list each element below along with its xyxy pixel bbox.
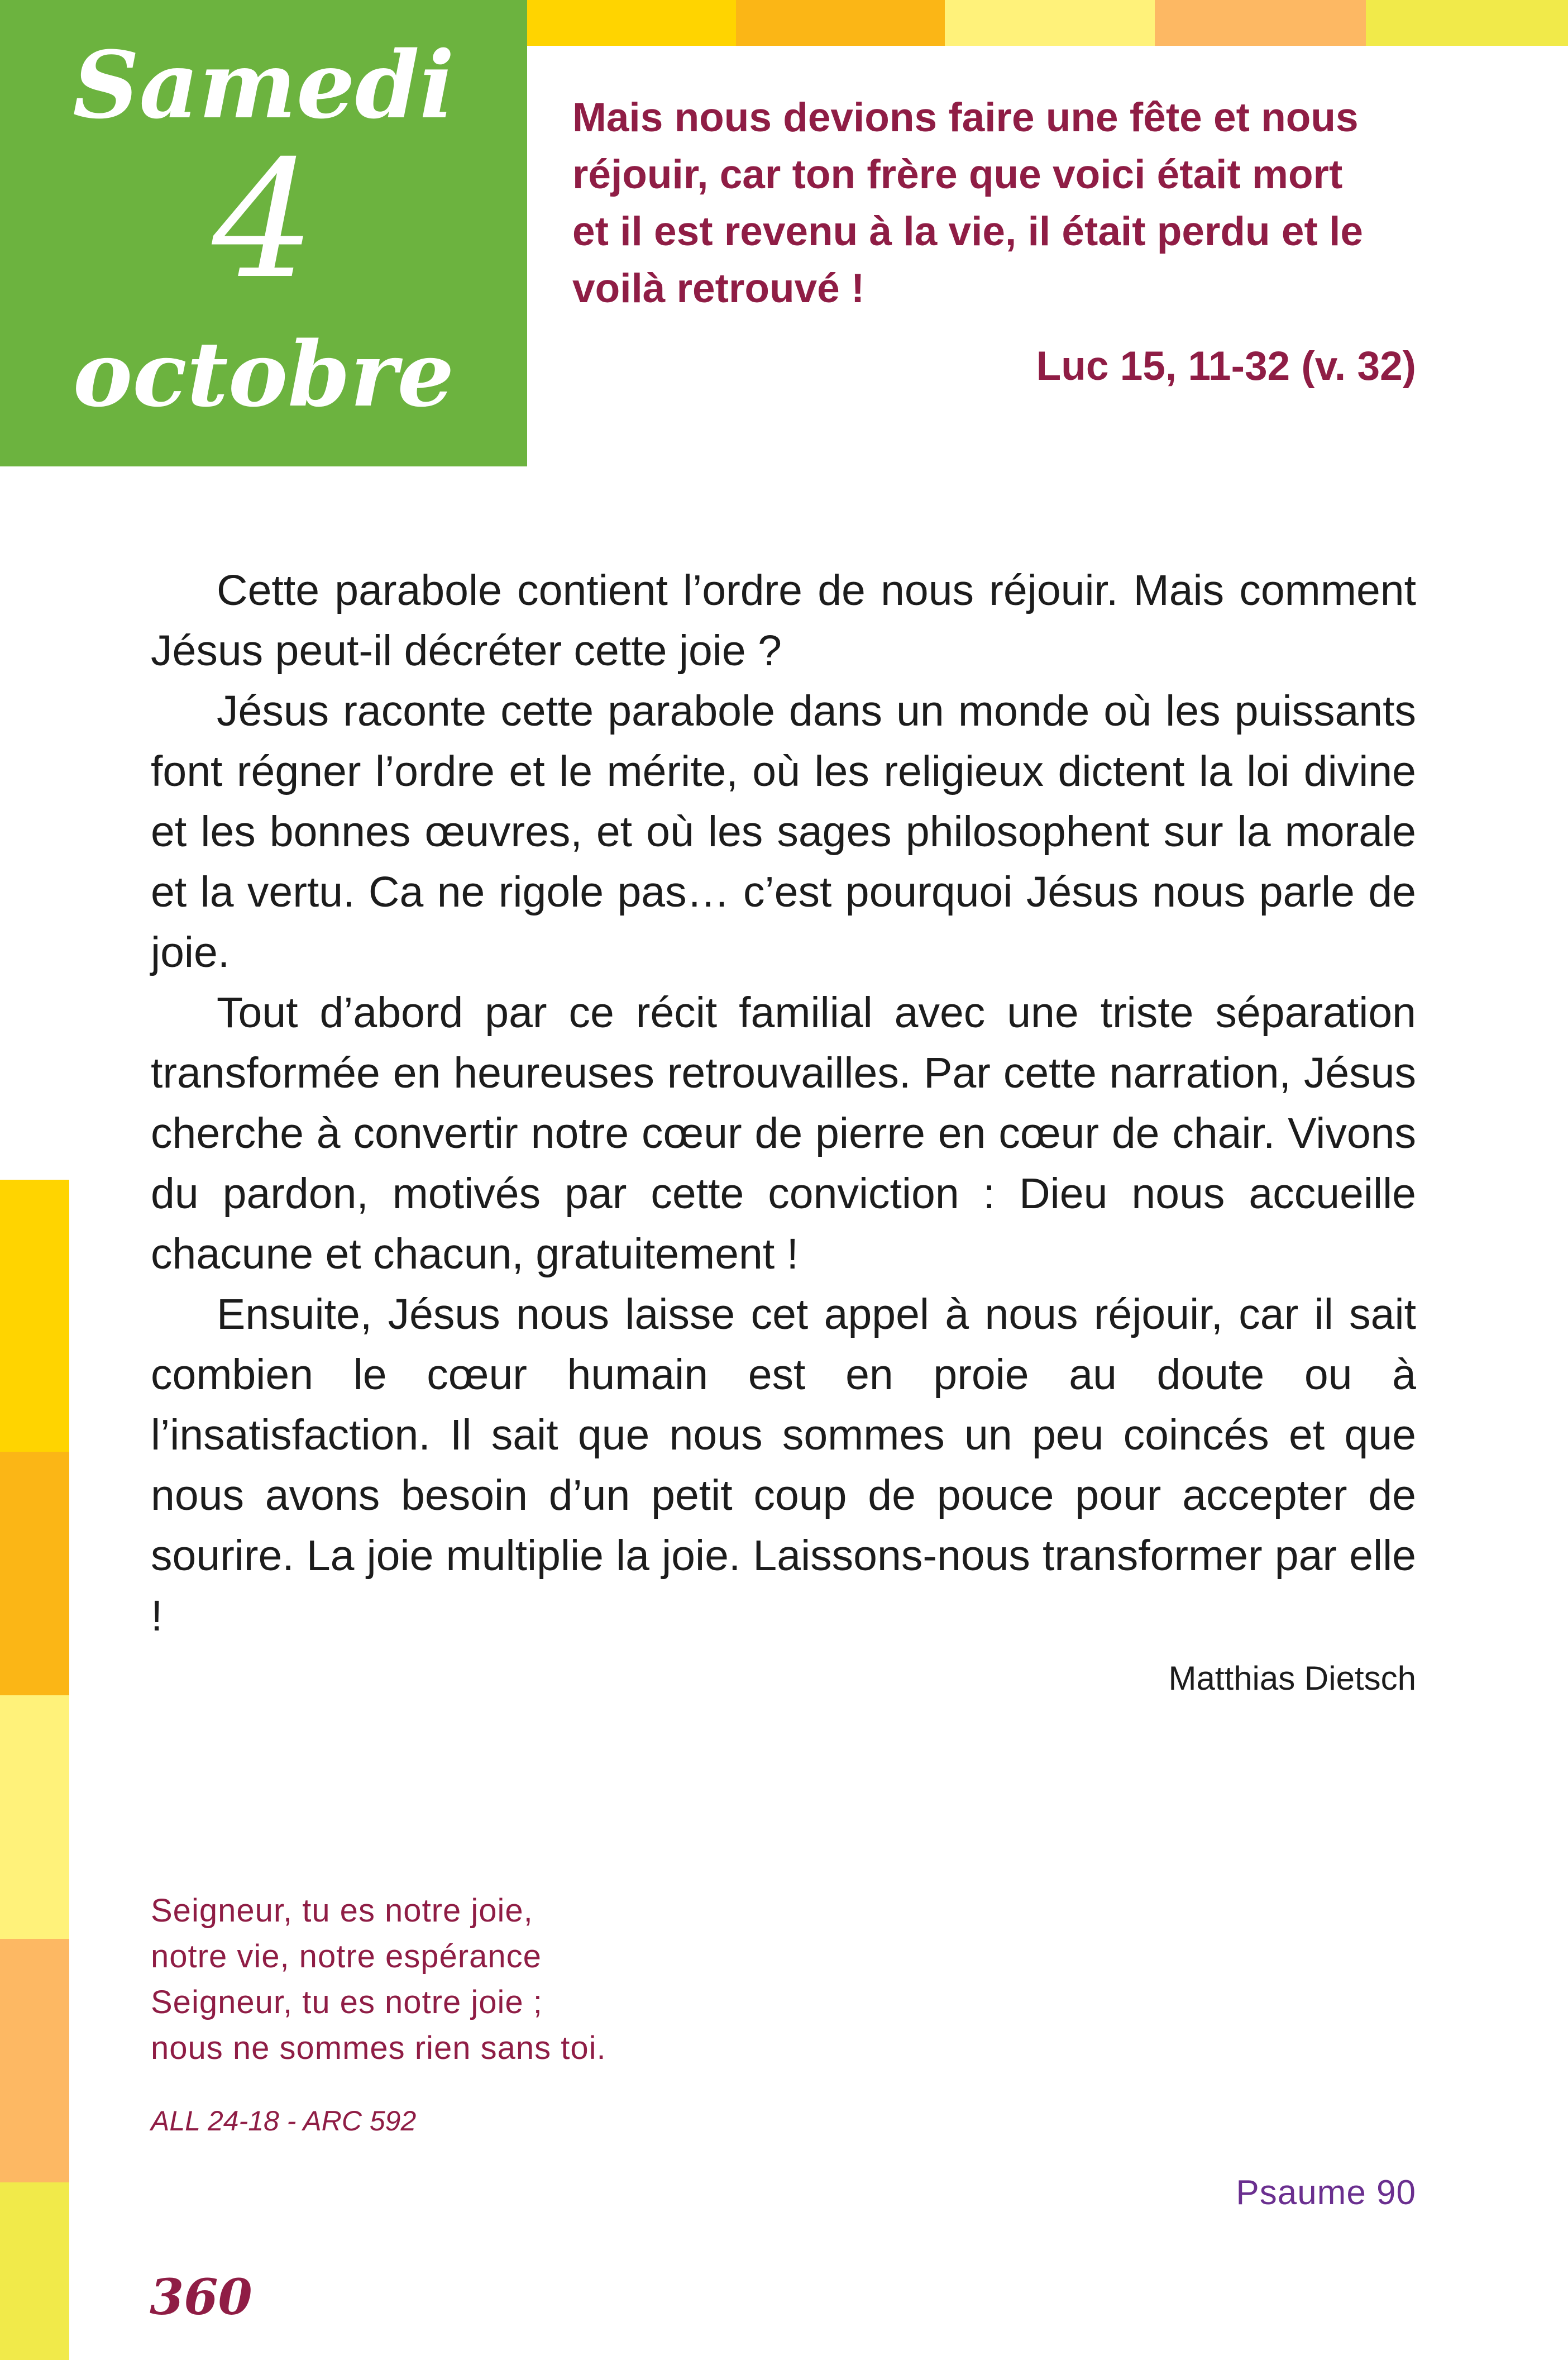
strip-segment <box>0 1180 69 1452</box>
prayer-line: Seigneur, tu es notre joie, <box>151 1892 533 1929</box>
verse-line: et il est revenu à la vie, il était perdu et le <box>572 209 1363 254</box>
verse-line: réjouir, car ton frère que voici était mort <box>572 152 1343 197</box>
meditation-paragraph: Jésus raconte cette parabole dans un monde où les puissants font régner l’ordre et le mérite, où les religieux dictent la loi divine et les bonnes œuvres, et où les sages philosophent sur la morale et la vertu. Ca ne rigole pas… c’est pourquoi Jésus nous parle de joie. <box>151 687 1416 976</box>
prayer-line: notre vie, notre espérance <box>151 1938 542 1975</box>
verse-reference: Luc 15, 11-32 (v. 32) <box>1036 344 1416 389</box>
strip-segment <box>0 1452 69 1695</box>
strip-segment <box>0 2182 69 2360</box>
strip-segment <box>945 0 1155 46</box>
meditation-paragraph: Cette parabole contient l’ordre de nous réjouir. Mais comment Jésus peut-il décréter cette joie ? <box>151 566 1416 675</box>
date-block <box>0 0 527 466</box>
day-number: 4 <box>212 126 315 314</box>
prayer <box>151 1888 933 2071</box>
prayer-line: nous ne sommes rien sans toi. <box>151 2030 606 2066</box>
meditation-text <box>151 560 1416 1646</box>
bible-verse <box>572 89 1432 317</box>
prayer-line: Seigneur, tu es notre joie ; <box>151 1984 543 2020</box>
strip-segment <box>736 0 945 46</box>
page-number: 360 <box>150 2268 252 2326</box>
psalm-reference: Psaume 90 <box>1236 2173 1416 2212</box>
verse-line: Mais nous devions faire une fête et nous <box>572 95 1359 140</box>
prayer-reference: ALL 24-18 - ARC 592 <box>151 2105 417 2137</box>
month-name: octobre <box>73 322 455 427</box>
meditation-paragraph: Ensuite, Jésus nous laisse cet appel à nous réjouir, car il sait combien le cœur humain est en proie au doute ou à l’insatisfaction. Il sait que nous sommes un peu coincés et que nous avons besoin d’un petit coup de pouce pour accepter de sourire. La joie multiplie la joie. Laissons-nous transformer par elle ! <box>151 1290 1416 1640</box>
strip-segment <box>0 1939 69 2182</box>
strip-segment <box>0 1695 69 1939</box>
author-name: Matthias Dietsch <box>1168 1660 1416 1697</box>
meditation-paragraph: Tout d’abord par ce récit familial avec une triste séparation transformée en heureuses retrouvailles. Par cette narration, Jésus cherche à convertir notre cœur de pierre en cœur de chair. Vivons du pardon, motivés par cette conviction : Dieu nous accueille chacune et chacun, gratuitement ! <box>151 989 1416 1278</box>
strip-segment <box>527 0 736 46</box>
strip-segment <box>1155 0 1366 46</box>
day-name: Samedi <box>73 31 455 139</box>
strip-segment <box>1366 0 1568 46</box>
verse-line: voilà retrouvé ! <box>572 266 865 311</box>
